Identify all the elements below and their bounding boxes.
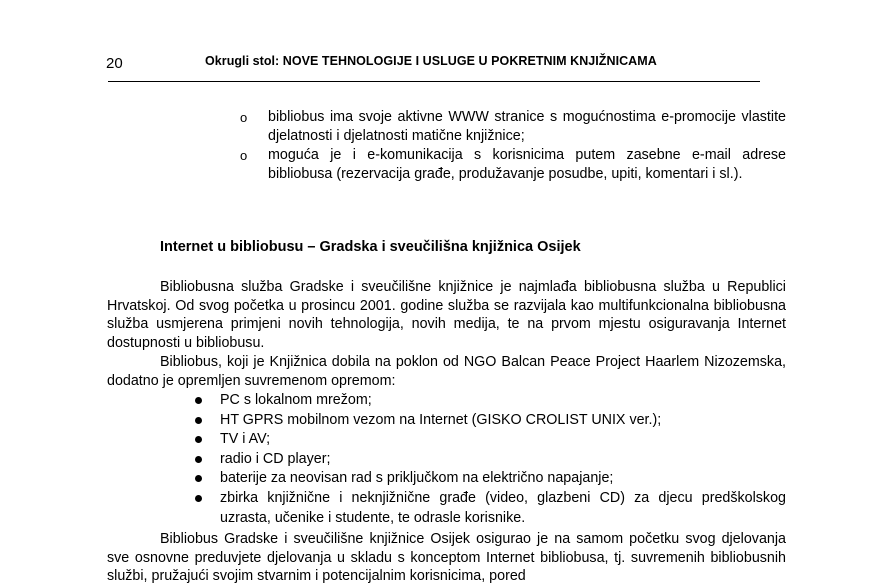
bullet-dot-icon — [195, 417, 202, 424]
bullet-dot-icon — [195, 456, 202, 463]
list-item — [193, 411, 786, 431]
bullet-dot-icon — [195, 495, 202, 502]
header-rule — [108, 81, 760, 82]
list-item-text: bibliobus ima svoje aktivne WWW stranice s mogućnostima e-promocije vlastite djelatnosti i djelatnosti matične knjižnice; — [268, 109, 786, 144]
running-head: Okrugli stol: NOVE TEHNOLOGIJE I USLUGE U POKRETNIM KNJIŽNICAMA — [205, 54, 657, 68]
paragraph: Bibliobusna služba Gradske i sveučilišne knjižnice je najmlađa bibliobusna služba u Republici Hrvatskoj. Od svog početka u prosincu 2001. godine služba se razvijala kao multifunkcionalna bibliobusna služba usmjerena primjeni novih tehnologija, novih medija, te na prvom mjestu osiguravanja Internet dostupnosti u bibliobusu. — [107, 279, 786, 351]
bullet-dot-icon — [195, 475, 202, 482]
list-item — [193, 450, 786, 470]
circle-bullet-icon: o — [240, 110, 248, 125]
list-item — [193, 469, 786, 489]
list-item-text: moguća je i e-komunikacija s korisnicima putem zasebne e-mail adrese bibliobusa (rezervacija građe, produžavanje posudbe, upiti, komentari i sl.). — [268, 147, 786, 182]
list-item — [193, 489, 786, 528]
list-item-text: radio i CD player; — [220, 450, 331, 467]
page-number: 20 — [106, 55, 123, 72]
circle-bullet-list — [240, 108, 786, 184]
list-item-text: HT GPRS mobilnom vezom na Internet (GISKO CROLIST UNIX ver.); — [220, 411, 662, 428]
circle-bullet-icon: o — [240, 148, 248, 163]
list-item — [240, 108, 786, 146]
list-item-text: PC s lokalnom mrežom; — [220, 392, 372, 408]
bullet-dot-icon — [195, 397, 202, 404]
bullet-dot-icon — [195, 436, 202, 443]
section-heading: Internet u bibliobusu – Gradska i sveučilišna knjižnica Osijek — [160, 239, 581, 255]
list-item-text: baterije za neovisan rad s priključkom na električno napajanje; — [220, 470, 614, 487]
paragraph: Bibliobus Gradske i sveučilišne knjižnice Osijek osigurao je na samom početku svog djelovanja sve osnovne preduvjete djelovanja u skladu s konceptom Internet bibliobusa, tj. suvremenih bibliobusnih službi, pružajući svojim stvarnim i potencijalnim korisnicima, pored — [107, 531, 786, 585]
list-item-text: TV i AV; — [220, 431, 271, 448]
paragraph: Bibliobus, koji je Knjižnica dobila na poklon od NGO Balcan Peace Project Haarlem Nizozemska, dodatno je opremljen suvremenom opremom: — [107, 354, 786, 389]
list-item — [193, 391, 786, 411]
list-item-text: zbirka knjižnične i neknjižnične građe (video, glazbeni CD) za djecu predškolskog uzrasta, učenike i studente, te odrasle korisnike. — [220, 489, 786, 526]
equipment-list — [193, 391, 786, 528]
list-item — [240, 146, 786, 184]
list-item — [193, 430, 786, 450]
